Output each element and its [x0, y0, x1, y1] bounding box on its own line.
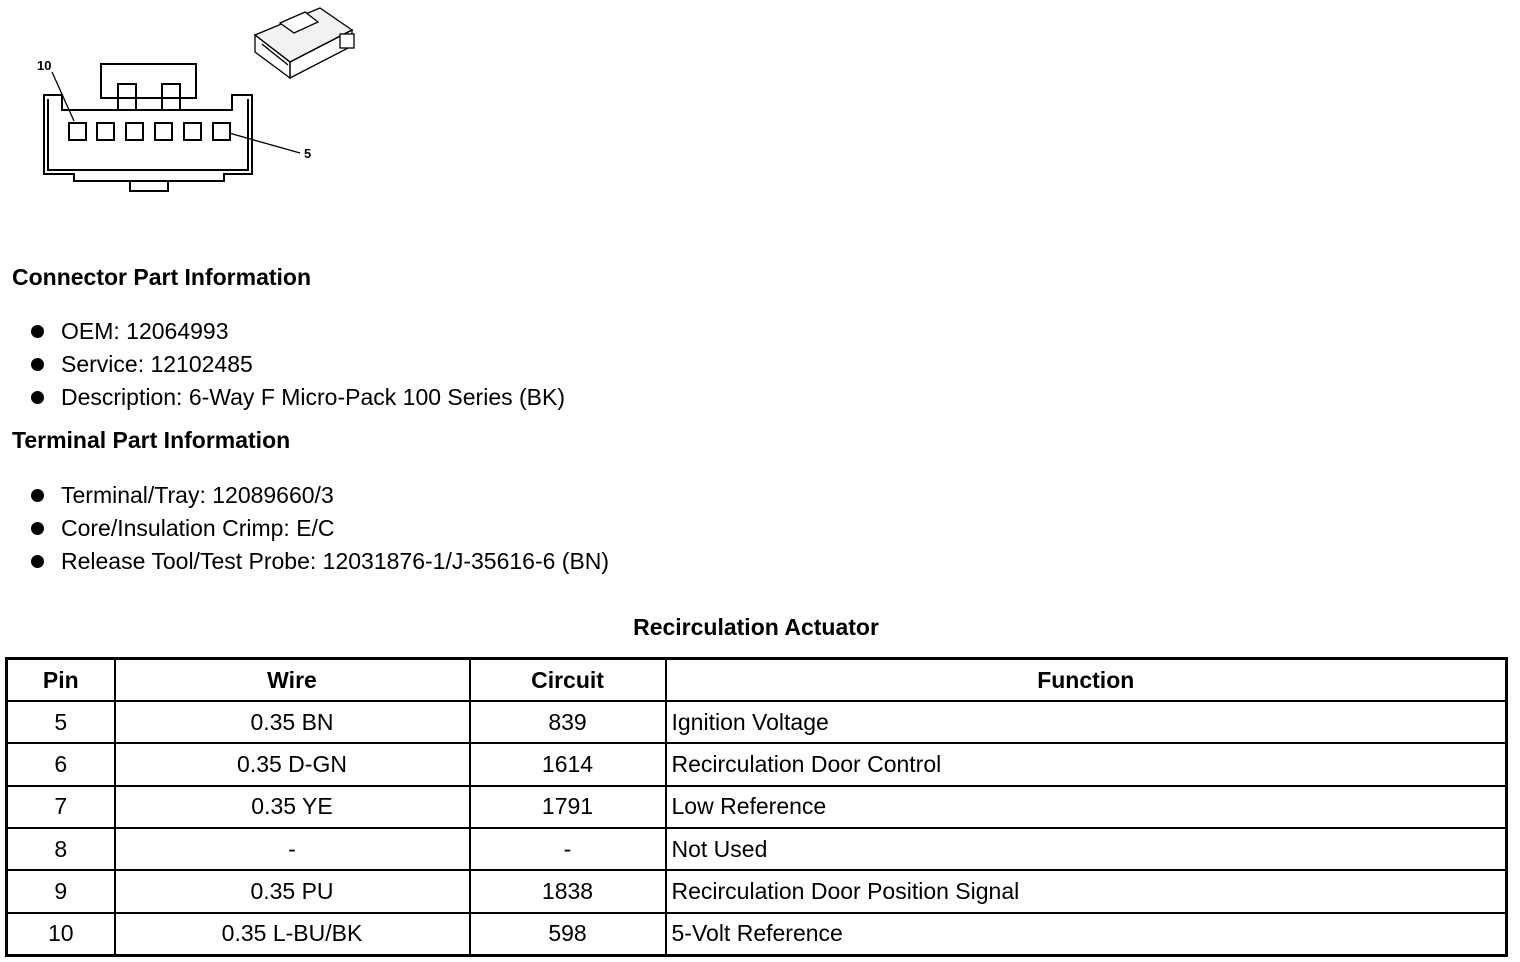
pin-table: [5, 657, 1508, 957]
wire-cell: 0.35 YE: [115, 786, 470, 828]
wire-cell: 0.35 BN: [115, 701, 470, 743]
table-row: [7, 786, 1507, 828]
function-cell: 5-Volt Reference: [666, 913, 1507, 956]
circuit-cell: 839: [470, 701, 666, 743]
table-title: Recirculation Actuator: [633, 614, 879, 640]
cavity-10: [69, 123, 86, 140]
circuit-cell: 1614: [470, 743, 666, 785]
pin-cell: 10: [7, 913, 115, 956]
wire-cell: -: [115, 828, 470, 870]
pin-cell: 9: [7, 870, 115, 912]
cavity-9: [97, 123, 114, 140]
cavity-5: [213, 123, 230, 140]
list-item: Description: 6-Way F Micro-Pack 100 Series (BK): [30, 386, 565, 419]
list-item: Terminal/Tray: 12089660/3: [30, 484, 609, 517]
pin-cell: 6: [7, 743, 115, 785]
table-header-row: [7, 659, 1507, 702]
list-item: Core/Insulation Crimp: E/C: [30, 517, 609, 550]
function-cell: Not Used: [666, 828, 1507, 870]
circuit-cell: 1791: [470, 786, 666, 828]
pin-cell: 5: [7, 701, 115, 743]
table-row: [7, 743, 1507, 785]
terminal-part-info-list: [30, 484, 609, 583]
function-cell: Recirculation Door Control: [666, 743, 1507, 785]
table-row: [7, 701, 1507, 743]
circuit-cell: 598: [470, 913, 666, 956]
function-cell: Low Reference: [666, 786, 1507, 828]
table-row: [7, 828, 1507, 870]
wire-cell: 0.35 PU: [115, 870, 470, 912]
wire-cell: 0.35 D-GN: [115, 743, 470, 785]
list-item: Release Tool/Test Probe: 12031876-1/J-35616-6 (BN): [30, 550, 609, 583]
list-item: Service: 12102485: [30, 353, 565, 386]
terminal-part-info-heading: Terminal Part Information: [12, 427, 291, 453]
header-pin: Pin: [7, 659, 115, 702]
connector-cavities: [69, 123, 230, 140]
table-row: [7, 913, 1507, 956]
header-circuit: Circuit: [470, 659, 666, 702]
circuit-cell: 1838: [470, 870, 666, 912]
pin-10-leader-line: [52, 72, 74, 121]
header-wire: Wire: [115, 659, 470, 702]
connector-3d-view-icon: [255, 8, 354, 78]
table-row: [7, 870, 1507, 912]
pin-cell: 8: [7, 828, 115, 870]
connector-part-info-list: [30, 320, 565, 419]
pin-label-5: 5: [304, 146, 312, 161]
list-item: OEM: 12064993: [30, 320, 565, 353]
connector-diagram: [0, 0, 400, 230]
function-cell: Ignition Voltage: [666, 701, 1507, 743]
circuit-cell: -: [470, 828, 666, 870]
connector-part-info-heading: Connector Part Information: [12, 264, 312, 290]
pin-5-leader-line: [229, 133, 300, 153]
wire-cell: 0.35 L-BU/BK: [115, 913, 470, 956]
cavity-8: [126, 123, 143, 140]
header-function: Function: [666, 659, 1507, 702]
pin-label-10: 10: [37, 58, 52, 73]
function-cell: Recirculation Door Position Signal: [666, 870, 1507, 912]
cavity-7: [155, 123, 172, 140]
pin-cell: 7: [7, 786, 115, 828]
cavity-6: [184, 123, 201, 140]
